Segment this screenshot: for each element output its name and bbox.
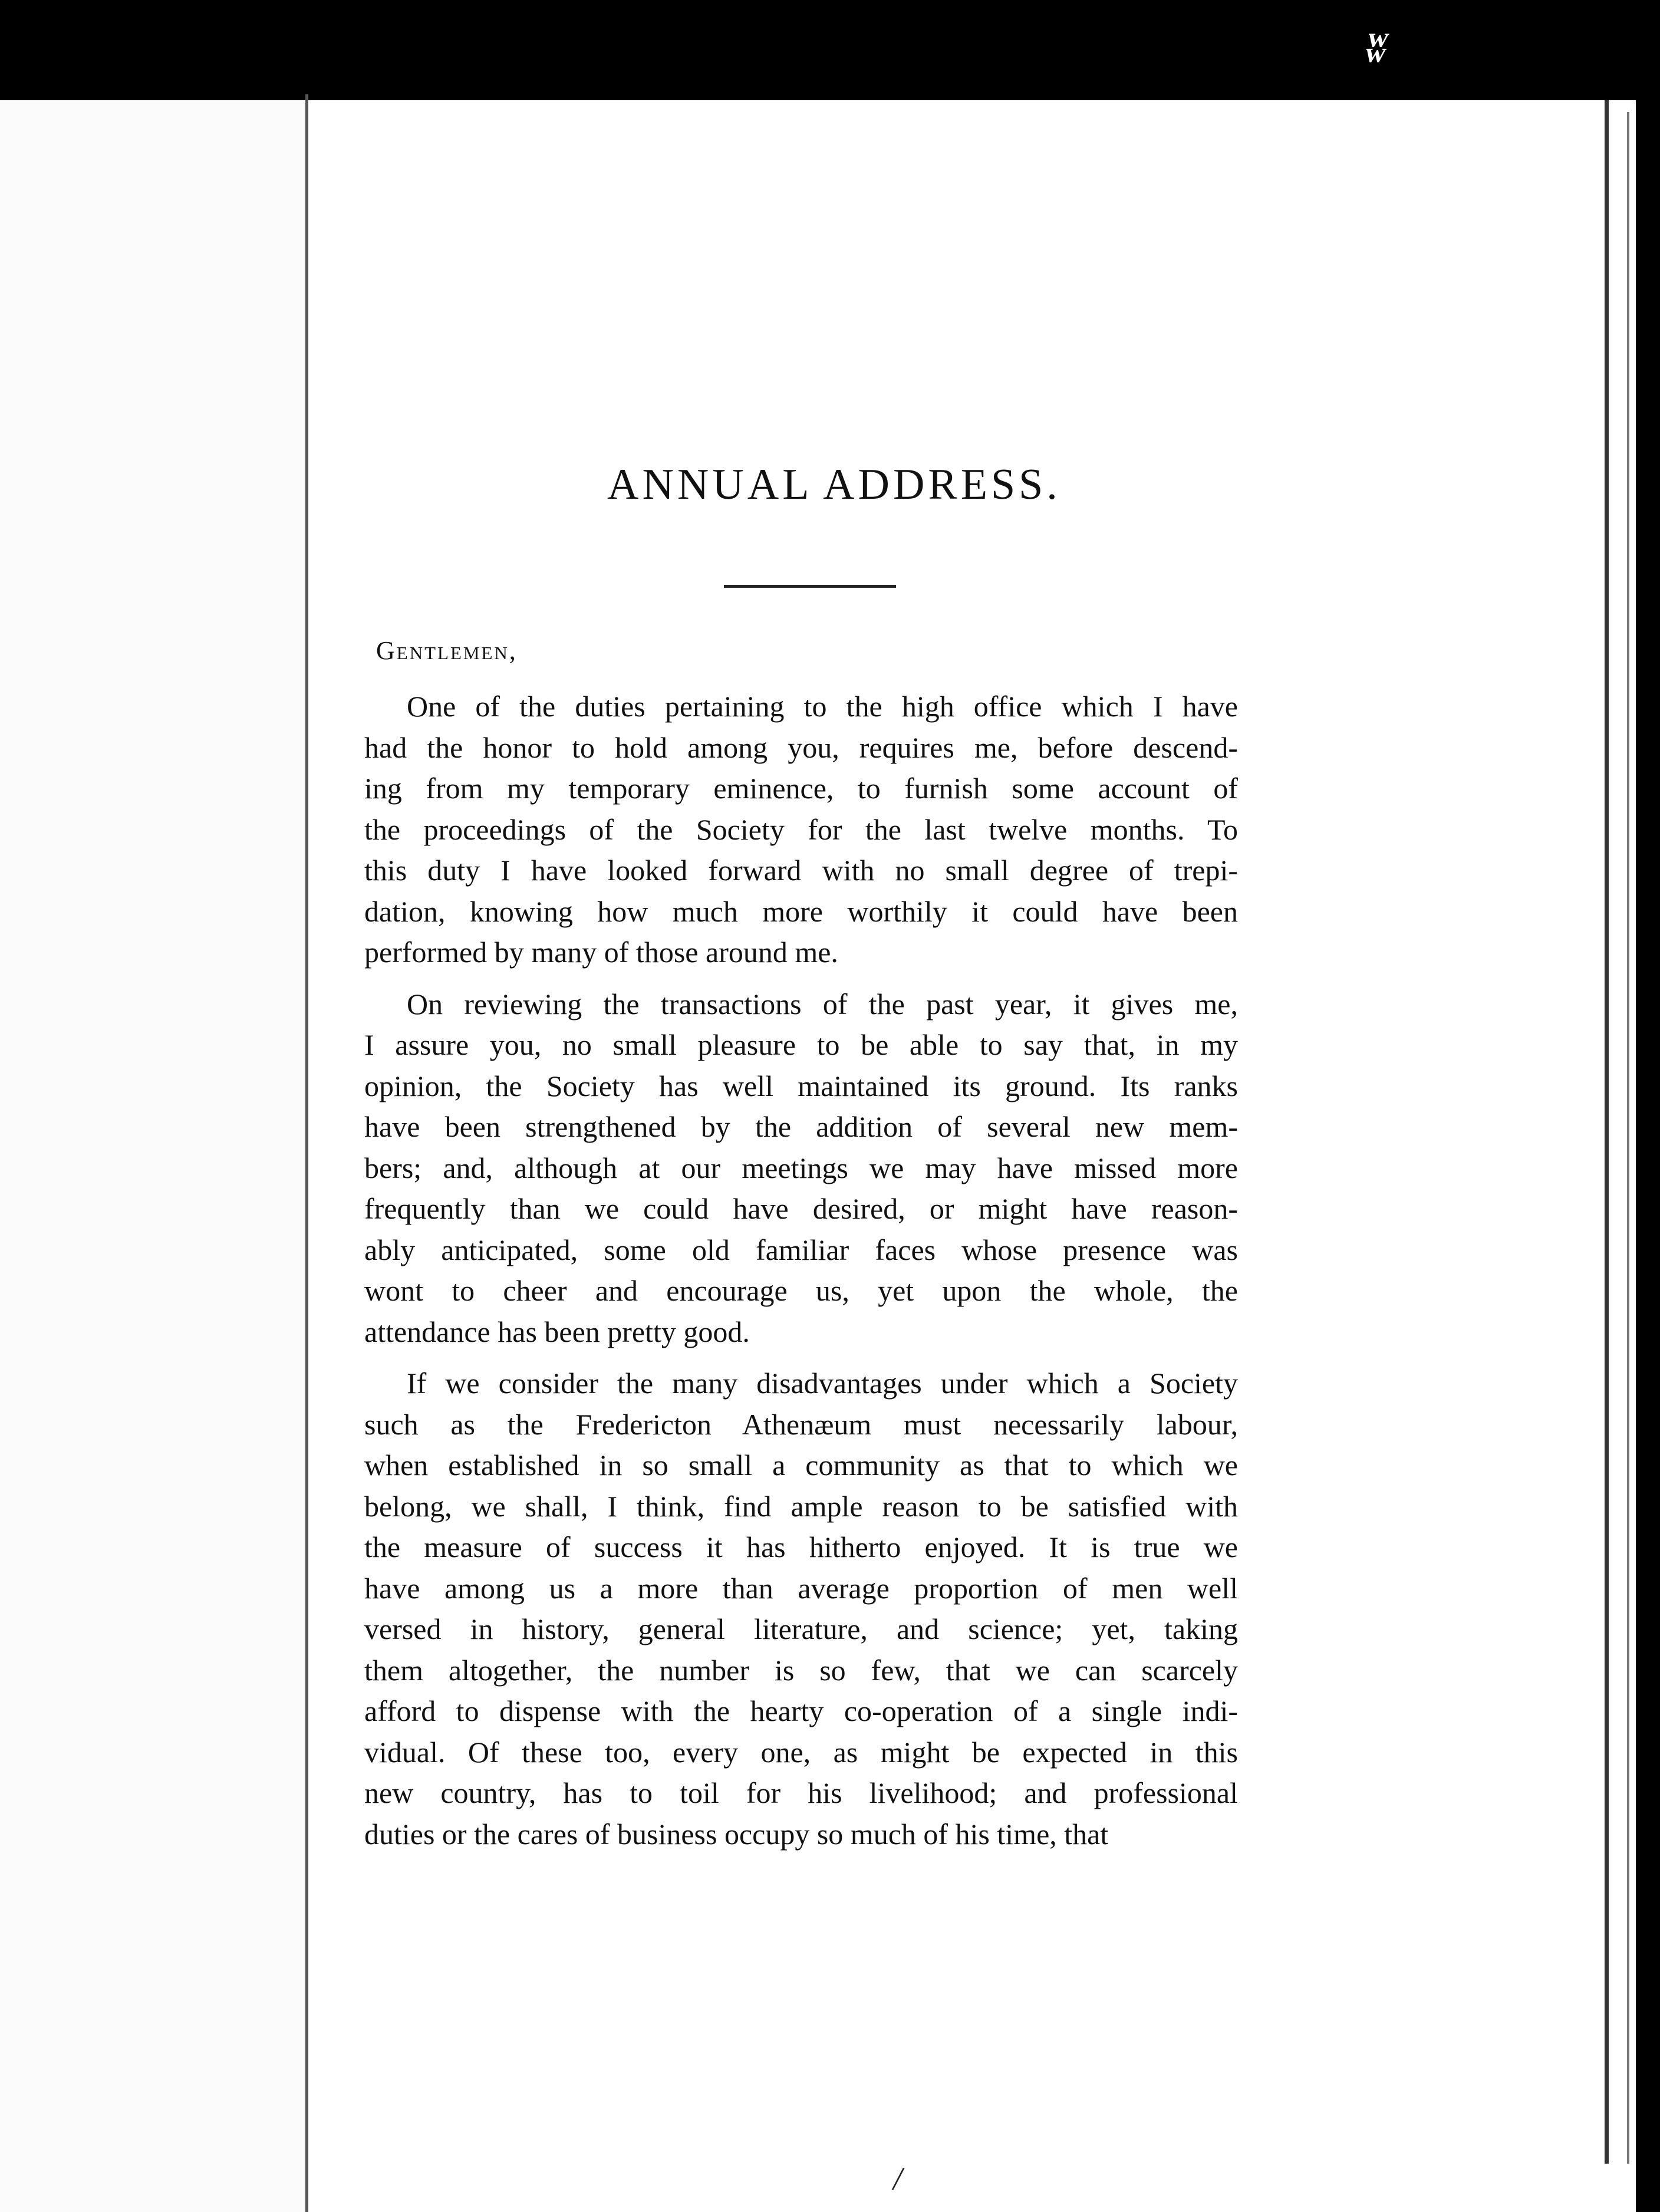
title-rule (724, 585, 896, 588)
text-line: ably anticipated, some old familiar faces whose presence was (364, 1233, 1238, 1266)
text-line: If we consider the many disadvantages under which a Society (407, 1367, 1238, 1400)
text-line: this duty I have looked forward with no small degree of trepi- (364, 854, 1238, 887)
text-line: I assure you, no small pleasure to be able to say that, in my (364, 1028, 1238, 1061)
paragraph (364, 984, 1238, 1353)
text-line: dation, knowing how much more worthily it could have been (364, 894, 1238, 928)
body-text (364, 686, 1238, 1865)
text-line: duties or the cares of business occupy so much of his time, that (364, 1817, 1109, 1851)
text-line: ing from my temporary eminence, to furnish some account of (364, 772, 1238, 805)
text-line: the proceedings of the Society for the last twelve months. To (364, 812, 1238, 846)
text-line: wont to cheer and encourage us, yet upon the whole, the (364, 1274, 1238, 1307)
text-line: such as the Fredericton Athenæum must necessarily labour, (364, 1407, 1238, 1441)
page-right-edge-secondary (1627, 112, 1629, 2164)
paragraph (364, 1363, 1238, 1855)
text-line: performed by many of those around me. (364, 936, 838, 969)
scan-bottom-mark: / (893, 2161, 903, 2197)
text-line: belong, we shall, I think, find ample reason to be satisfied with (364, 1489, 1238, 1523)
page-fold-line (305, 94, 308, 2212)
page-right-edge (1605, 100, 1609, 2164)
scan-corner-mark: ʬ (1365, 24, 1388, 71)
salutation: Gentlemen, (376, 636, 518, 665)
text-line: attendance has been pretty good. (364, 1315, 750, 1348)
text-line: new country, has to toil for his livelihood; and professional (364, 1776, 1238, 1809)
text-line: have among us a more than average proportion of men well (364, 1571, 1238, 1605)
text-line: vidual. Of these too, every one, as might be expected in this (364, 1735, 1238, 1769)
facing-page-gutter (0, 100, 307, 2212)
text-line: afford to dispense with the hearty co-operation of a single indi- (364, 1694, 1238, 1727)
text-line: opinion, the Society has well maintained its ground. Its ranks (364, 1069, 1238, 1102)
text-line: bers; and, although at our meetings we may have missed more (364, 1151, 1238, 1184)
text-line: have been strengthened by the addition of several new mem- (364, 1110, 1238, 1143)
text-line: when established in so small a community as that to which we (364, 1449, 1238, 1482)
text-line: had the honor to hold among you, requires me, before descend- (364, 730, 1238, 764)
scan-top-border (0, 0, 1660, 100)
text-line: One of the duties pertaining to the high office which I have (407, 690, 1238, 723)
scan-right-border (1636, 0, 1660, 2212)
page-title: ANNUAL ADDRESS. (607, 460, 1061, 509)
text-line: On reviewing the transactions of the past year, it gives me, (407, 987, 1238, 1021)
text-line: versed in history, general literature, and science; yet, taking (364, 1612, 1238, 1645)
paragraph (364, 686, 1238, 973)
text-line: them altogether, the number is so few, that we can scarcely (364, 1653, 1238, 1687)
text-line: frequently than we could have desired, or might have reason- (364, 1192, 1238, 1225)
text-line: the measure of success it has hitherto enjoyed. It is true we (364, 1530, 1238, 1563)
